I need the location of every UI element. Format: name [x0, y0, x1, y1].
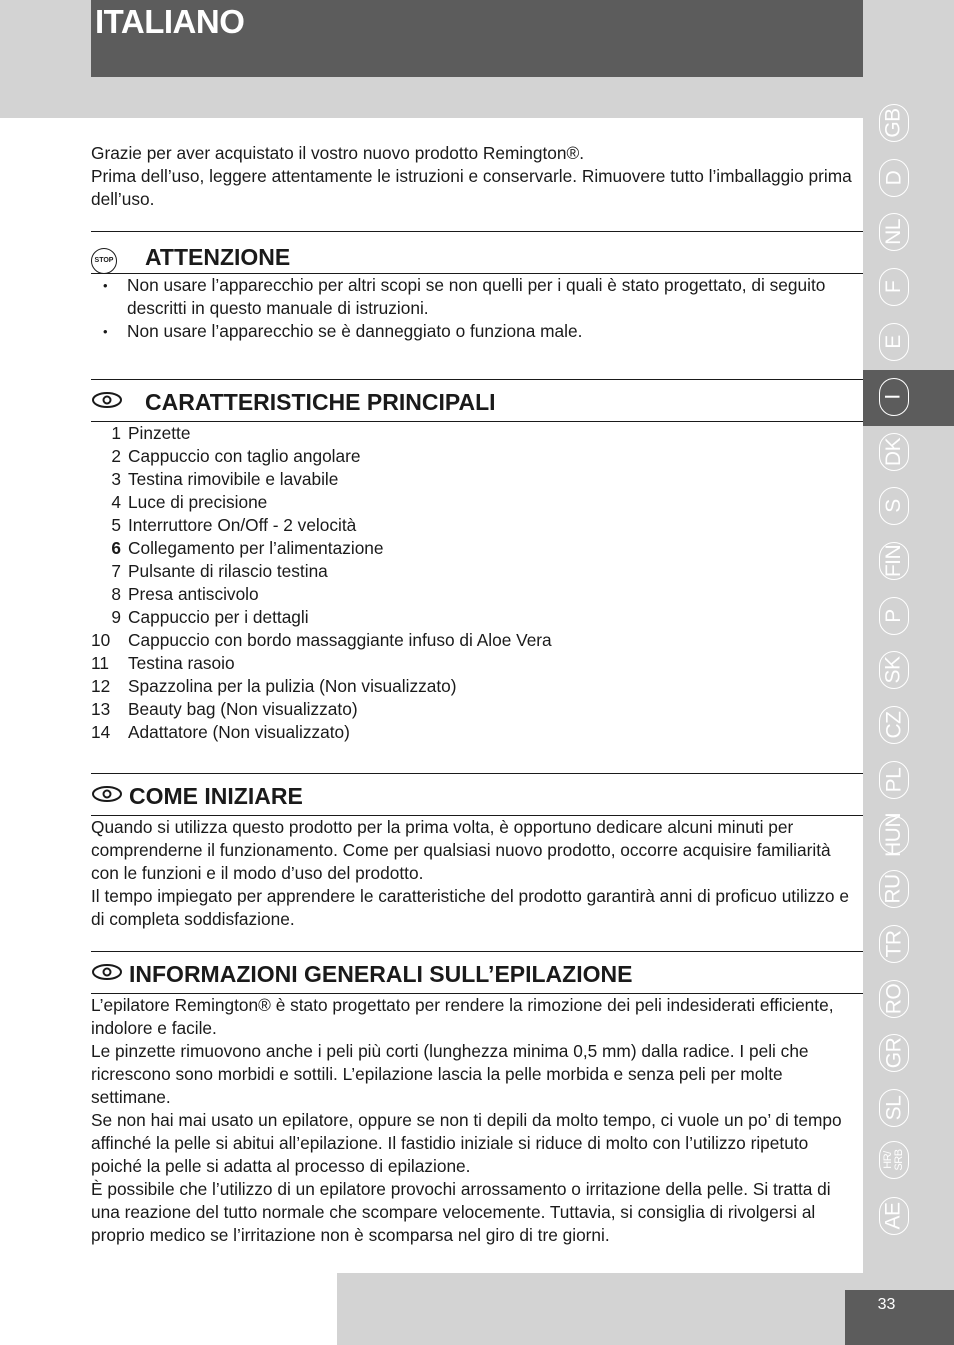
feature-label: Presa antiscivolo	[128, 584, 259, 604]
feature-number: 10	[91, 630, 111, 650]
feature-number: 9	[111, 607, 121, 627]
language-tab-label: I	[882, 394, 905, 400]
language-tab-tr[interactable]	[879, 925, 909, 963]
language-tab-label: AE	[881, 1202, 905, 1230]
feature-number: 13	[91, 699, 111, 719]
language-tab-label: P	[881, 609, 905, 623]
intro-text	[91, 142, 863, 211]
language-tab-hun[interactable]	[879, 813, 909, 857]
feature-label: Cappuccio con taglio angolare	[128, 446, 361, 466]
warning-list	[91, 274, 863, 343]
feature-number: 14	[91, 722, 111, 742]
list-item: • Non usare l’apparecchio se è danneggiato o funziona male.	[91, 320, 863, 343]
section-title-text: CARATTERISTICHE PRINCIPALI	[145, 389, 496, 415]
section-title-informazioni	[91, 961, 863, 988]
language-tab-cz[interactable]	[879, 706, 909, 744]
feature-item	[91, 560, 863, 583]
feature-item	[91, 468, 863, 491]
page-number-box	[845, 1290, 954, 1345]
feature-number: 11	[91, 653, 109, 673]
section-rule	[91, 951, 863, 952]
section-title-come-iniziare	[91, 783, 863, 810]
feature-label: Pinzette	[128, 423, 191, 443]
language-tab-label: D	[881, 170, 905, 186]
page-footer-area	[0, 1273, 337, 1345]
language-tab-hrsrb[interactable]	[879, 1141, 909, 1179]
language-tab-label: FIN	[882, 544, 906, 578]
language-tab-label: GB	[882, 108, 905, 138]
language-tab-s[interactable]	[879, 487, 909, 525]
feature-number: 12	[91, 676, 111, 696]
feature-item	[91, 422, 863, 445]
paragraph: Il tempo impiegato per apprendere le caratteristiche del prodotto garantirà anni di proficuo utilizzo e di completa soddisfazione.	[91, 886, 849, 929]
list-item: • Non usare l’apparecchio per altri scopi se non quelli per i quali è stato progettato, di seguito descritti in questo manuale di istruzioni.	[91, 274, 863, 320]
feature-label: Luce di precisione	[128, 492, 268, 512]
language-tab-e[interactable]	[879, 323, 909, 361]
intro-line: Prima dell’uso, leggere attentamente le istruzioni e conservarle. Rimuovere tutto l’imballaggio prima dell’uso.	[91, 166, 852, 209]
section-title-text: COME INIZIARE	[129, 783, 303, 809]
feature-label: Beauty bag (Non visualizzato)	[128, 699, 358, 719]
language-tab-label: CZ	[882, 711, 905, 739]
stop-icon: STOP	[91, 248, 117, 274]
language-tab-dk[interactable]	[879, 433, 909, 471]
feature-item	[91, 583, 863, 606]
language-tab-sk[interactable]	[879, 651, 909, 689]
language-tab-pl[interactable]	[879, 761, 909, 799]
page-title: ITALIANO	[95, 3, 245, 40]
come-iniziare-text	[91, 816, 863, 931]
feature-label: Testina rimovibile e lavabile	[128, 469, 339, 489]
language-tab-d[interactable]	[879, 159, 909, 197]
section-rule	[91, 773, 863, 774]
feature-number: 5	[111, 515, 121, 535]
feature-number: 2	[111, 446, 121, 466]
feature-item	[91, 514, 863, 537]
language-tab-ru[interactable]	[879, 870, 909, 908]
language-tab-label: S	[881, 499, 905, 513]
language-tab-i[interactable]	[879, 378, 909, 416]
language-tab-gr[interactable]	[879, 1034, 909, 1072]
section-title-text: INFORMAZIONI GENERALI SULL’EPILAZIONE	[129, 961, 633, 987]
language-tab-gb[interactable]	[879, 104, 909, 142]
language-tab-sl[interactable]	[879, 1089, 909, 1127]
language-tab-label: SL	[882, 1095, 905, 1121]
eye-icon	[91, 961, 123, 988]
eye-icon	[91, 783, 123, 810]
paragraph: È possibile che l’utilizzo di un epilatore provochi arrossamento o irritazione della pelle. Si tratta di una reazione del tutto normale che scompare velocemente. Tuttavia, si consiglia di rivolgersi al proprio medico se l’irritazione non è scomparsa nel giro di tre giorni.	[91, 1179, 831, 1245]
language-tab-label: HUN	[882, 813, 905, 857]
feature-item	[91, 629, 863, 652]
paragraph: Quando si utilizza questo prodotto per la prima volta, è opportuno dedicare alcuni minuti per comprenderne il funzionamento. Come per qualsiasi nuovo prodotto, occorre acquisire familiarità con le funzioni e il modo d’uso del prodotto.	[91, 817, 831, 883]
informazioni-text	[91, 994, 863, 1247]
section-rule	[91, 231, 863, 232]
feature-label: Cappuccio per i dettagli	[128, 607, 309, 627]
language-tab-label: E	[881, 335, 905, 349]
language-tab-ae[interactable]	[879, 1197, 909, 1235]
feature-item	[91, 491, 863, 514]
feature-number: 7	[111, 561, 121, 581]
language-tab-label: DK	[882, 437, 905, 467]
paragraph: L’epilatore Remington® è stato progettato per rendere la rimozione dei peli indesiderati efficiente, indolore e facile.	[91, 995, 834, 1038]
language-tab-ro[interactable]	[879, 980, 909, 1018]
section-title-attenzione	[91, 241, 863, 274]
feature-label: Cappuccio con bordo massaggiante infuso di Aloe Vera	[128, 630, 552, 650]
language-tab-label: TR	[882, 930, 905, 958]
language-tab-nl[interactable]	[879, 213, 909, 251]
section-rule	[91, 379, 863, 380]
feature-number: 6	[111, 538, 121, 558]
eye-icon	[91, 389, 123, 416]
feature-item	[91, 537, 863, 560]
section-title-text: ATTENZIONE	[145, 243, 291, 270]
feature-item	[91, 698, 863, 721]
header-bar	[91, 0, 863, 77]
language-tab-label: RU	[882, 874, 905, 904]
feature-label: Spazzolina per la pulizia (Non visualizzato)	[128, 676, 457, 696]
language-tab-label: F	[881, 280, 905, 294]
language-tab-f[interactable]	[879, 268, 909, 306]
language-tab-p[interactable]	[879, 597, 909, 635]
language-tab-label: NL	[881, 219, 905, 245]
language-tab-label: RO	[882, 983, 905, 1015]
feature-label: Testina rasoio	[128, 653, 235, 673]
feature-number: 3	[111, 469, 121, 489]
intro-line: Grazie per aver acquistato il vostro nuovo prodotto Remington®.	[91, 143, 585, 163]
feature-number: 1	[111, 423, 121, 443]
language-tab-label: PL	[882, 767, 905, 793]
language-tab-label: GR	[882, 1037, 905, 1069]
feature-label: Adattatore (Non visualizzato)	[128, 722, 350, 742]
language-tab-label: HR/ SRB	[882, 1149, 905, 1171]
page-number: 33	[877, 1296, 896, 1313]
feature-item	[91, 721, 863, 744]
feature-label: Collegamento per l’alimentazione	[128, 538, 384, 558]
feature-item	[91, 652, 863, 675]
feature-number: 4	[111, 492, 121, 512]
language-tab-label: SK	[881, 656, 905, 684]
feature-label: Pulsante di rilascio testina	[128, 561, 328, 581]
feature-label: Interruttore On/Off - 2 velocità	[128, 515, 357, 535]
paragraph: Se non hai mai usato un epilatore, oppure se non ti depili da molto tempo, ci vuole un po’ di tempo affinché la pelle si abitui all’epilazione. Il fastidio iniziale si riduce di molto con l’utilizzo ripetuto poiché la pelle si adatta al processo di epilazione.	[91, 1110, 842, 1176]
feature-item	[91, 445, 863, 468]
feature-item	[91, 606, 863, 629]
features-list	[91, 422, 863, 744]
feature-item	[91, 675, 863, 698]
paragraph: Le pinzette rimuovono anche i peli più corti (lunghezza minima 0,5 mm) dalla radice. I peli che ricrescono sono morbidi e sottili. L’epilazione lascia la pelle morbida e senza peli per molte settimane.	[91, 1041, 809, 1107]
language-tab-fin[interactable]	[879, 542, 909, 580]
section-title-caratteristiche	[91, 389, 863, 416]
feature-number: 8	[111, 584, 121, 604]
